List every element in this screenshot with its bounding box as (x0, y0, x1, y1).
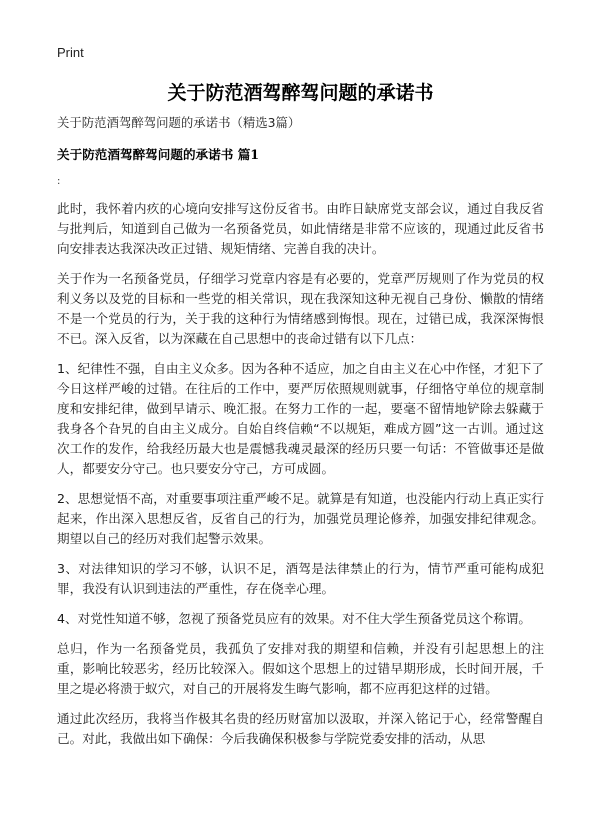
paragraph-pledge: 通过此次经历，我将当作极其名贵的经历财富加以汲取，并深入铭记于心，经常警醒自己。对此，我做出如下确保：今后我确保积极参与学院党委安排的活动，从思 (57, 711, 544, 746)
print-label: Print (57, 45, 84, 60)
paragraph-marker: : (57, 176, 61, 187)
document-subtitle: 关于防范酒驾醉驾问题的承诺书（精选3篇） (57, 115, 301, 130)
paragraph-summary: 总归，作为一名预备党员，我孤负了安排对我的期望和信赖，并没有引起思想上的注重，影响比较恶劣，经历比较深入。假如这个思想上的过错早期形成，长时间开展，千里之堤必将溃于蚁穴，对自己的开展将发生晦气影响，都不应再犯这样的过错。 (57, 641, 544, 696)
paragraph-intro: 此时，我怀着内疚的心境向安排写这份反省书。由昨日缺席党支部会议，通过自我反省与批判后，知道到自己做为一名预备党员，如此情绪是非常不应该的，现通过此反省书向安排表达我深决改正过错、规矩情绪、完善自我的决计。 (57, 201, 544, 256)
section-heading: 关于防范酒驾醉驾问题的承诺书 篇1 (57, 147, 260, 162)
paragraph-point-1: 1、纪律性不强，自由主义众多。因为各种不适应，加之自由主义在心中作怪，才犯下了今日这样严峻的过错。在往后的工作中，要严厉依照规则就事，仔细恪守单位的规章制度和安排纪律，做到早请示、晚汇报。在努力工作的一起，要毫不留情地铲除去躲藏于我身各个旮旯的自由主义成分。自始自终信赖“不以规矩，难成方圆”这一古训。通过这次工作的发作，给我经历最大也是震憾我魂灵最深的经历只要一句话：不管做事还是做人，都要安分守己。也只要安分守己，方可成圆。 (57, 361, 544, 476)
paragraph-point-3: 3、对法律知识的学习不够，认识不足，酒驾是法律禁止的行为，情节严重可能构成犯罪，我没有认识到违法的严重性，存在侥幸心理。 (57, 561, 544, 596)
paragraph-point-2: 2、思想觉悟不高，对重要事项注重严峻不足。就算是有知道，也没能内行动上真正实行起来，作出深入思想反省，反省自己的行为，加强党员理论修养，加强安排纪律观念。期望以自己的经历对我们起警示效果。 (57, 491, 544, 546)
document-title: 关于防范酒驾醉驾问题的承诺书 (167, 82, 434, 104)
paragraph-party-constitution: 关于作为一名预备党员，仔细学习党章内容是有必要的，党章严厉规则了作为党员的权利义务以及党的目标和一些党的相关常识，现在我深知这种无视自己身份、懒散的情绪不是一个党员的行为，关于我的这种行为情绪感到悔恨。现在，过错已成，我深深悔恨不已。深入反省，以为深藏在自己思想中的丧命过错有以下几点： (57, 271, 544, 346)
paragraph-point-4: 4、对党性知道不够，忽视了预备党员应有的效果。对不住大学生预备党员这个称谓。 (57, 611, 531, 626)
